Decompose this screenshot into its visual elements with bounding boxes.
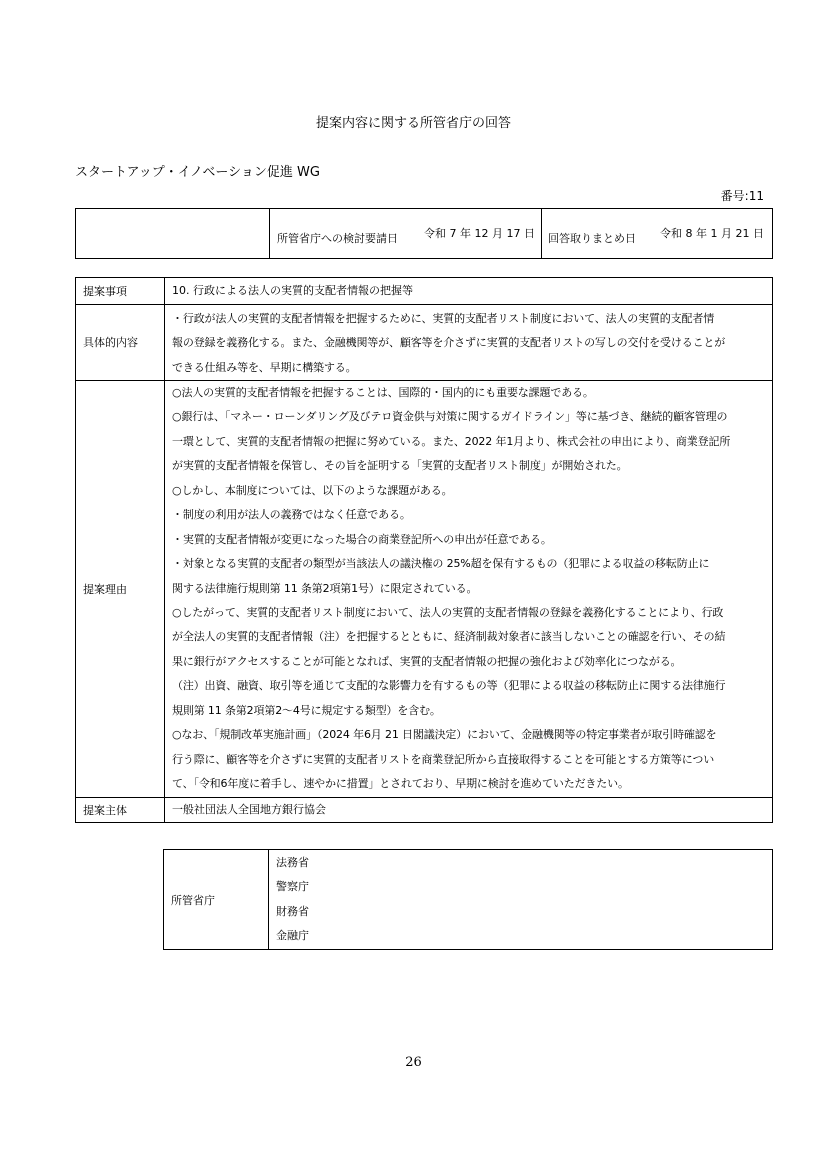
reason-line: ○銀行は、「マネー・ローンダリング及びテロ資金供与対策に関するガイドライン」等に基づき、継続的顧客管理の (172, 410, 728, 424)
wg-name: スタートアップ・イノベーション促進 WG (75, 165, 320, 180)
content-line: できる仕組み等を、早期に構築する。 (172, 360, 357, 374)
proposal-content-row (76, 305, 773, 381)
proposal-reason-label: 提案理由 (76, 380, 165, 797)
proposal-reason-row (76, 380, 773, 797)
reason-line: が全法人の実質的支配者情報（注）を把握するとともに、経済制裁対象者に該当しないことの確認を行い、その結 (172, 630, 726, 644)
reason-line: ・対象となる実質的支配者の類型が当該法人の議決権の 25%超を保有するもの（犯罪による収益の移転防止に (172, 557, 710, 571)
proposal-subject-row (76, 797, 773, 822)
reason-line: （注）出資、融資、取引等を通じて支配的な影響力を有するもの等（犯罪による収益の移転防止に関する法律施行 (172, 679, 726, 693)
content-line: 報の登録を義務化する。また、金融機関等が、顧客等を介さずに実質的支配者リストの写しの交付を受けることが (172, 336, 726, 350)
empty-cell (76, 209, 270, 259)
proposal-table (75, 277, 773, 823)
proposal-subject: 一般社団法人全国地方銀行協会 (165, 797, 773, 822)
reason-line: ○しかし、本制度については、以下のような課題がある。 (172, 483, 453, 497)
request-date-label: 所管省庁への検討要請日 (270, 209, 423, 259)
reason-line: ・実質的支配者情報が変更になった場合の商業登記所への申出が任意である。 (172, 532, 552, 546)
date-table (75, 208, 773, 259)
proposal-item-label: 提案事項 (76, 278, 165, 305)
reason-line: 行う際に、顧客等を介さずに実質的支配者リストを商業登記所から直接取得することを可能とする方策等につい (172, 752, 715, 766)
reason-line: ・制度の利用が法人の義務ではなく任意である。 (172, 508, 411, 522)
proposal-subject-label: 提案主体 (76, 797, 165, 822)
proposal-content-label: 具体的内容 (76, 305, 165, 381)
reason-line: 関する法律施行規則第 11 条第2項第1号）に限定されている。 (172, 581, 478, 595)
proposal-number: 番号:11 (720, 189, 764, 203)
reason-line: ○なお、「規制改革実施計画」（2024 年6月 21 日閣議決定）において、金融機関等の特定事業者が取引時確認を (172, 728, 717, 742)
content-line: ・行政が法人の実質的支配者情報を把握するために、実質的支配者リスト制度において、法人の実質的支配者情 (172, 312, 715, 325)
page-number: 26 (405, 1055, 422, 1070)
reason-line: ○したがって、実質的支配者リスト制度において、法人の実質的支配者情報の登録を義務化することにより、行政 (172, 605, 724, 619)
reason-line: 規則第 11 条第2項第2～4号に規定する類型）を含む。 (172, 703, 441, 717)
reason-line: て、「令和6年度に着手し、速やかに措置」とされており、早期に検討を進めていただきたい。 (172, 777, 629, 791)
reason-line: 果に銀行がアクセスすることが可能となれば、実質的支配者情報の把握の強化および効率化につながる。 (172, 654, 682, 668)
proposal-content (165, 305, 773, 381)
proposal-reason (165, 380, 773, 797)
response-date: 令和 8 年 1 月 21 日 (642, 209, 773, 259)
reason-line: ○法人の実質的支配者情報を把握することは、国際的・国内的にも重要な課題である。 (172, 385, 594, 399)
request-date: 令和 7 年 12 月 17 日 (423, 209, 542, 259)
ministry-item: 警察庁 (276, 880, 309, 893)
ministry-item: 財務省 (276, 904, 309, 918)
page-title: 提案内容に関する所管省庁の回答 (315, 116, 511, 131)
response-date-label: 回答取りまとめ日 (542, 209, 642, 259)
reason-line: 一環として、実質的支配者情報の把握に努めている。また、2022 年1月より、株式会社の申出により、商業登記所 (172, 434, 731, 448)
ministries-list (269, 850, 773, 950)
ministries-table (163, 849, 773, 950)
proposal-item-row (76, 278, 773, 305)
proposal-item: 10. 行政による法人の実質的支配者情報の把握等 (165, 278, 773, 305)
ministry-item: 法務省 (276, 855, 309, 869)
reason-line: が実質的支配者情報を保管し、その旨を証明する「実質的支配者リスト制度」が開始された。 (172, 459, 628, 473)
ministry-item: 金融庁 (276, 929, 309, 942)
ministries-label: 所管省庁 (164, 850, 269, 950)
